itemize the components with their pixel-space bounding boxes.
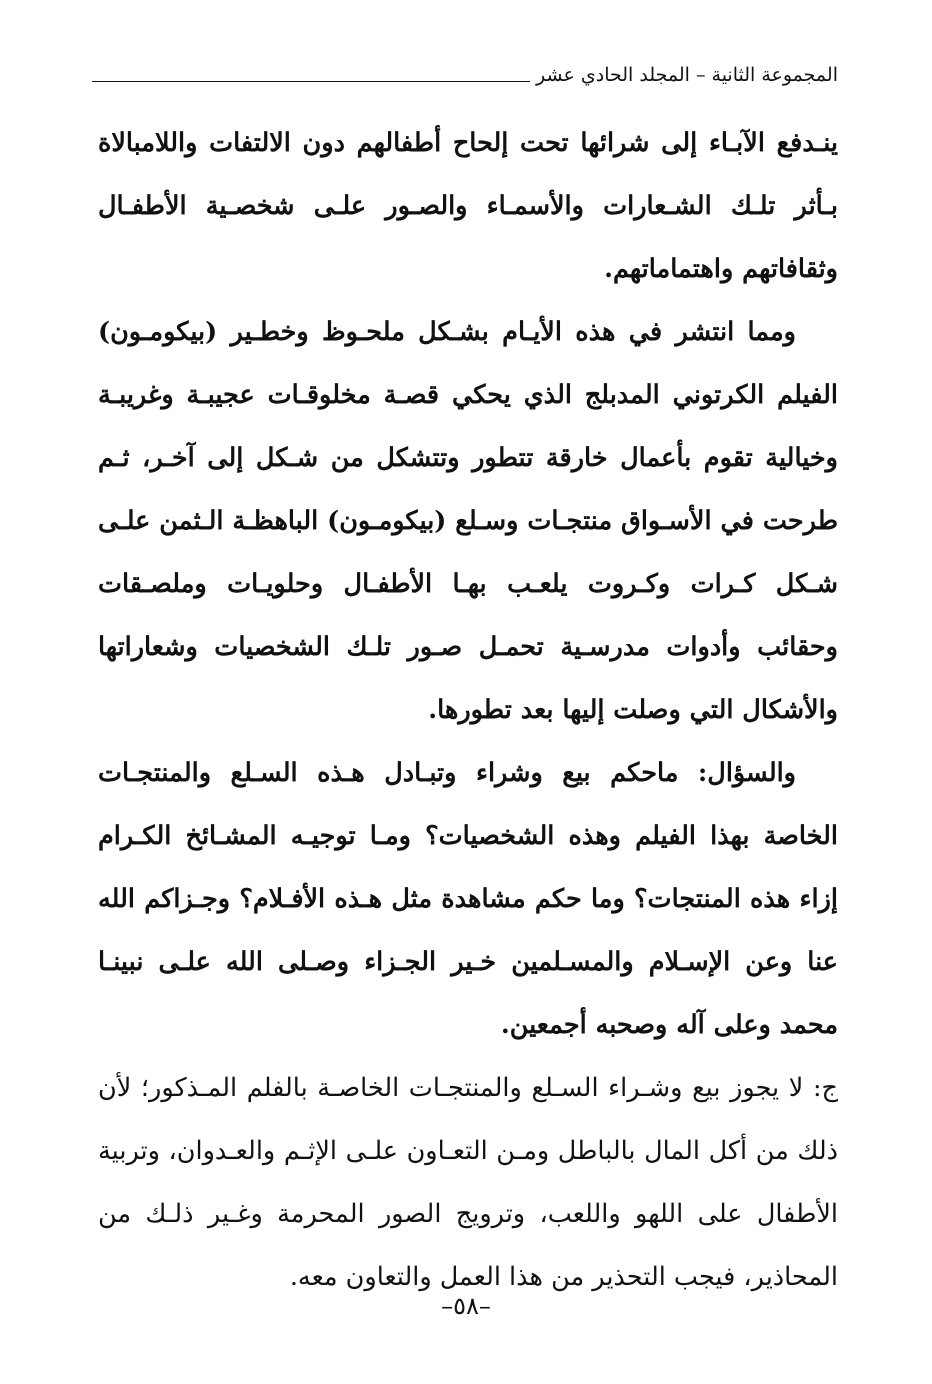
question-paragraph-1: ينـدفع الآبـاء إلى شرائها تحت إلحاح أطفالهم دون الالتفات واللامبالاة بـأثر تلـك الشـعارات والأسمـاء والصـور علـى شخصـية الأطفـال وثقافاتهم واهتماماتهم. [98,128,838,284]
header-rule [92,81,530,82]
page-number: –٥٨– [441,1292,491,1320]
question-paragraph-2: ومما انتشر في هذه الأيـام بشـكل ملحـوظ وخطـير (بيكومـون) الفيلم الكرتوني المدبلج الذي يحكي قصـة مخلوقـات عجيبـة وغريبـة وخيالية تقوم بأعمال خارقة تتطور وتتشكل من شـكل إلى آخـر، ثـم طرحت في الأسـواق منتجـات وسـلع (بيكومـون) الباهظـة الـثمن علـى شـكل كـرات وكـروت يلعـب بهـا الأطفـال وحلويـات وملصـقات وحقائب وأدوات مدرسـية تحمـل صـور تلـك الشخصيات وشعاراتها والأشكال التي وصلت إليها بعد تطورها. [98,317,838,725]
question-paragraph-3: والسؤال: ماحكم بيع وشراء وتبـادل هـذه السـلع والمنتجـات الخاصة بهذا الفيلم وهذه الشخصيات؟ ومـا توجيـه المشـائخ الكـرام إزاء هذه المنتجات؟ وما حكم مشاهدة مثل هـذه الأفـلام؟ وجـزاكم الله عنا وعن الإسـلام والمسـلمين خـير الجـزاء وصـلى الله علـى نبينـا محمد وعلى آله وصحبه أجمعين. [98,758,838,1040]
page-body [98,112,838,1309]
header-title: المجموعة الثانية – المجلد الحادي عشر [536,64,838,86]
answer-paragraph: ج: لا يجوز بيع وشـراء السـلع والمنتجـات الخاصـة بالفلم المـذكور؛ لأن ذلك من أكل المال بالباطل ومـن التعـاون علـى الإثـم والعـدوان، وتربية الأطفال على اللهو واللعب، وترويج الصور المحرمة وغـير ذلـك من المحاذير، فيجب التحذير من هذا العمل والتعاون معه. [98,1073,838,1292]
running-header [92,58,838,90]
